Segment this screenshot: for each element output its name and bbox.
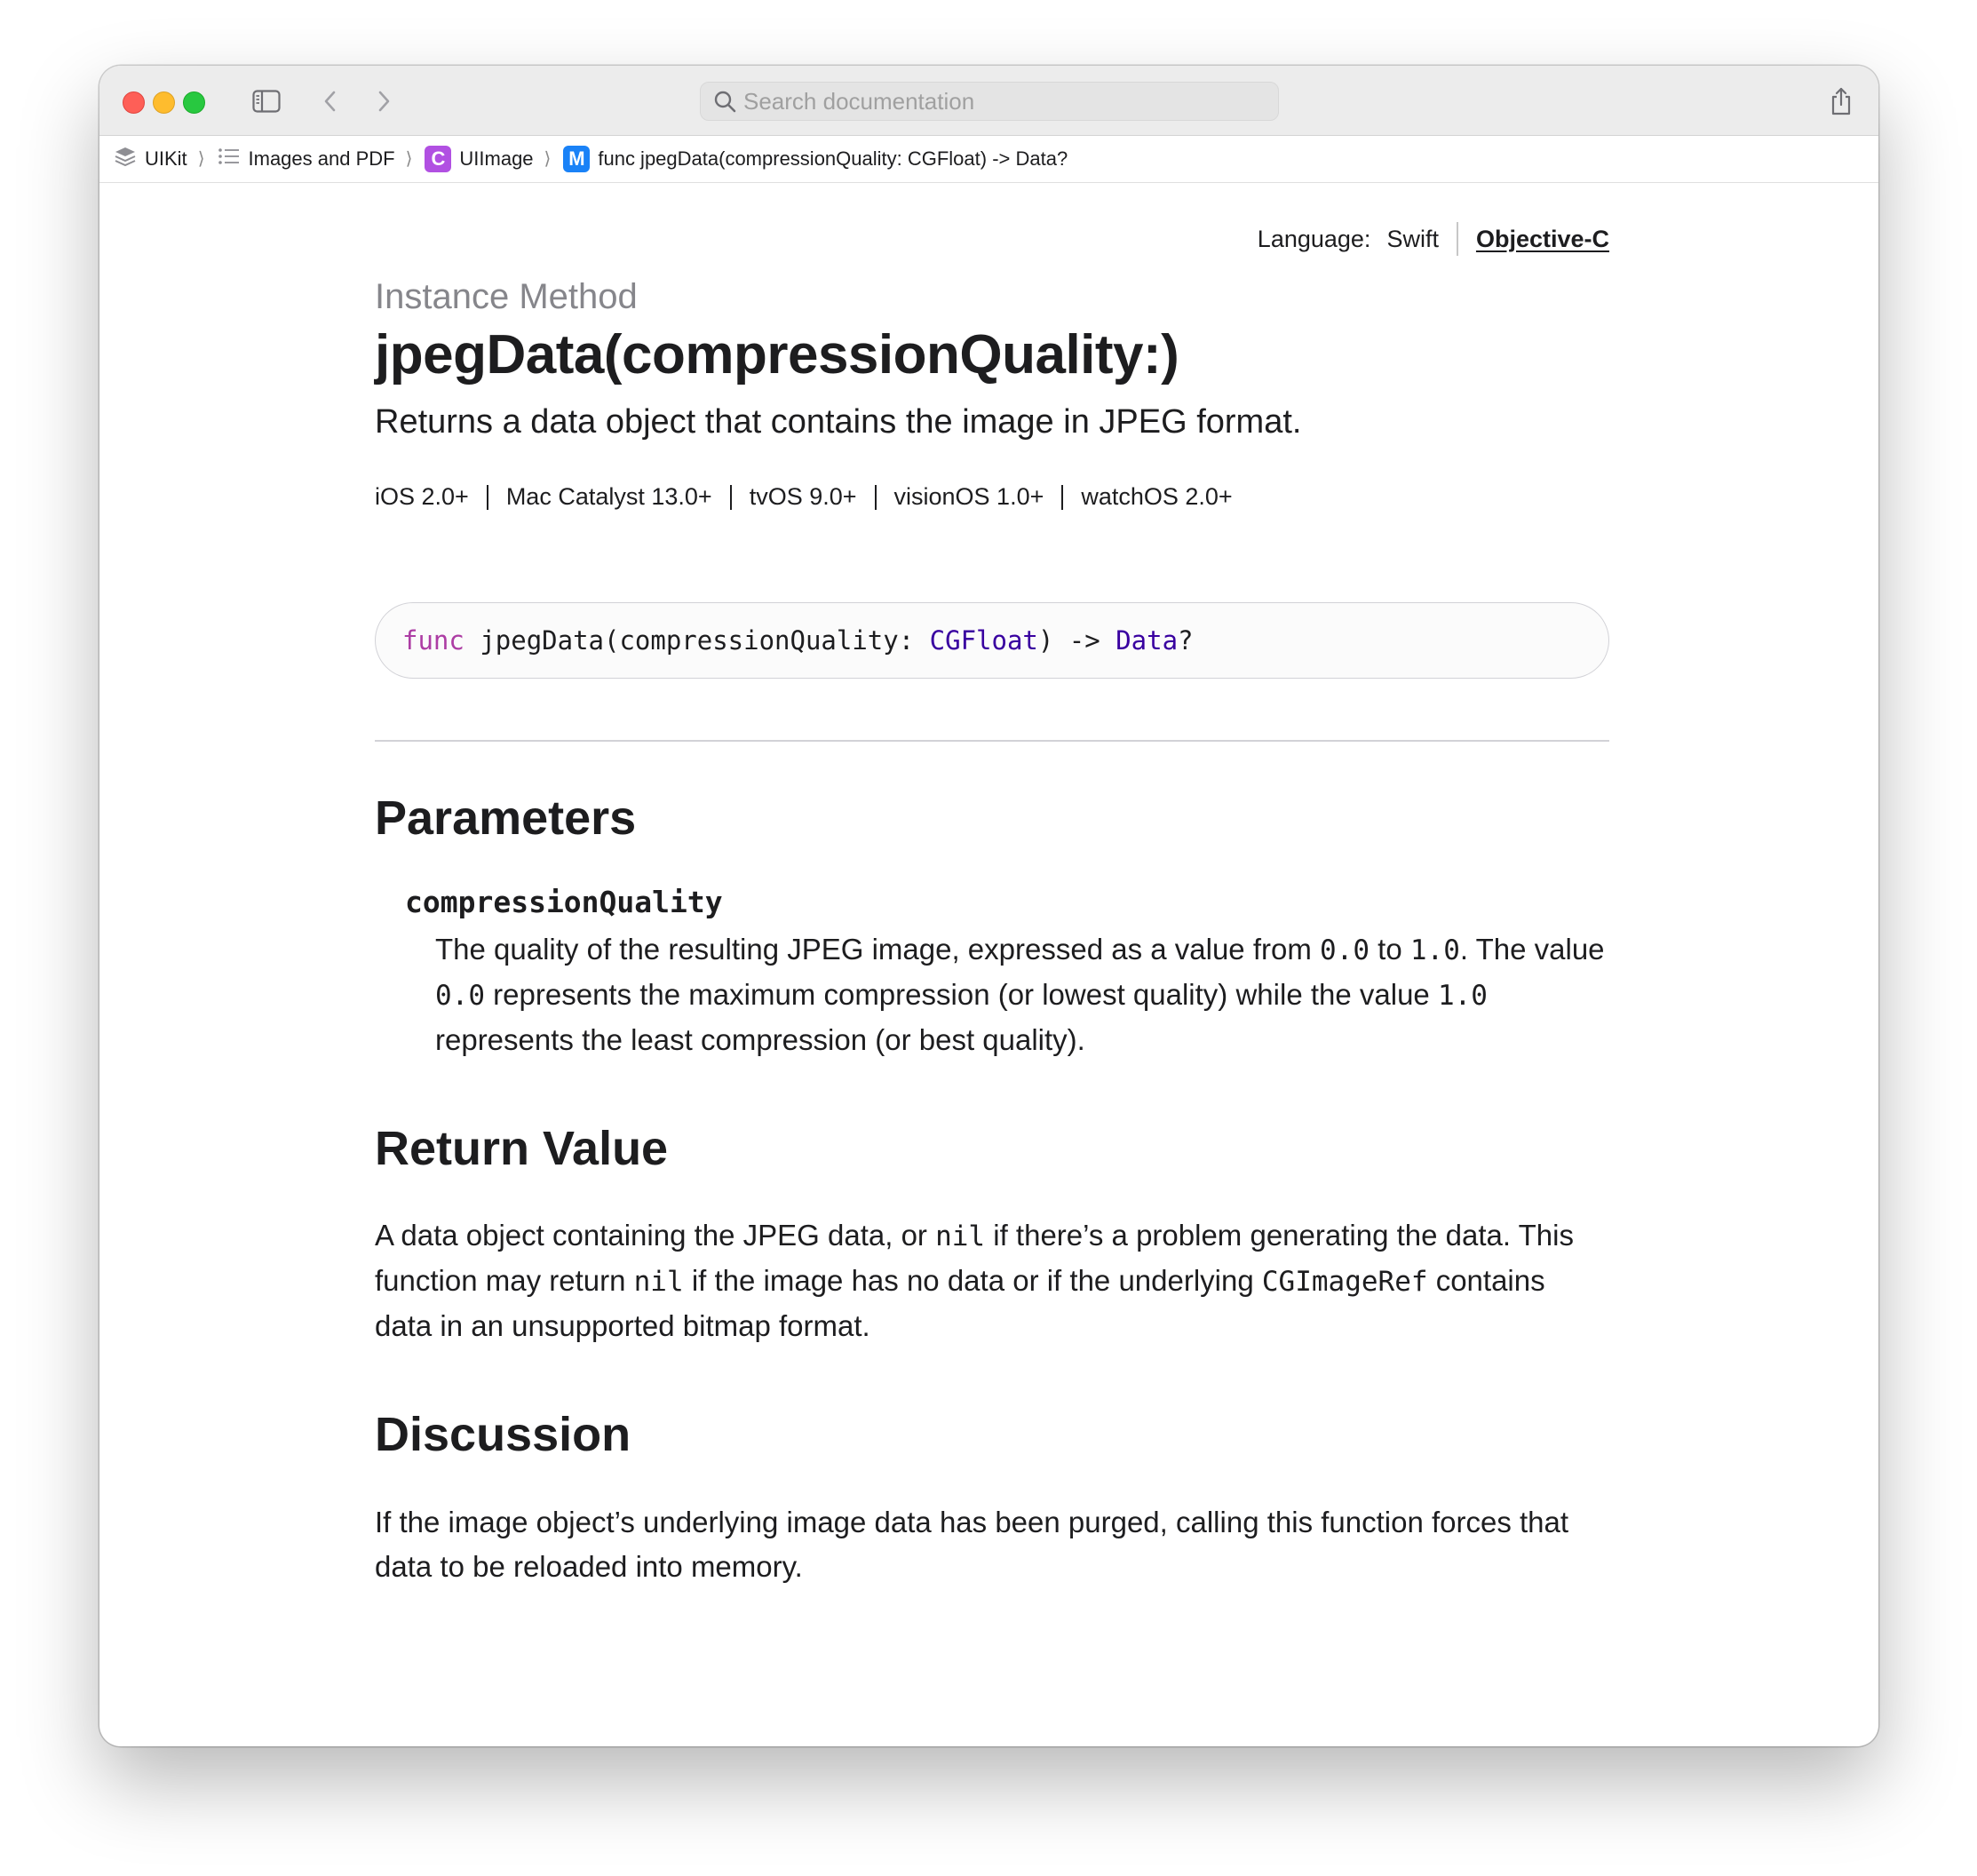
platform-watchos: watchOS 2.0+ xyxy=(1081,483,1233,510)
return-value-description xyxy=(375,1213,1574,1348)
forward-chevron-icon[interactable] xyxy=(366,83,401,119)
parameter-description xyxy=(435,927,1605,1062)
breadcrumb-label: func jpegData(compressionQuality: CGFloat) -> Data? xyxy=(598,147,1068,170)
text-line: represents the least compression (or best quality). xyxy=(435,1023,1085,1056)
breadcrumb-item-method[interactable] xyxy=(563,146,1068,172)
sidebar-toggle-icon[interactable] xyxy=(249,83,284,119)
declaration-param-type[interactable]: CGFloat xyxy=(929,625,1038,656)
text-line: data in an unsupported bitmap format. xyxy=(375,1309,870,1342)
language-option-objc[interactable]: Objective-C xyxy=(1475,225,1609,252)
titlebar xyxy=(99,66,1878,136)
declaration-keyword: func xyxy=(402,625,464,656)
chevron-right-icon: ⟩ xyxy=(197,149,205,169)
availability-list xyxy=(375,483,1233,511)
language-label: Language: xyxy=(1257,225,1371,252)
section-divider xyxy=(375,740,1609,742)
discussion-heading: Discussion xyxy=(375,1408,631,1461)
breadcrumb-item-images-and-pdf[interactable] xyxy=(218,147,395,171)
platform-visionos: visionOS 1.0+ xyxy=(893,483,1044,510)
text-line: 0.0 represents the maximum compression (or lowest quality) while the value 1.0 xyxy=(435,978,1488,1012)
breadcrumb-item-uikit[interactable] xyxy=(114,146,187,172)
parameter-name: compressionQuality xyxy=(405,885,723,919)
platform-tvos: tvOS 9.0+ xyxy=(749,483,857,510)
search-input[interactable] xyxy=(743,88,1241,115)
zoom-window-button[interactable] xyxy=(183,91,205,114)
method-badge-icon: M xyxy=(563,146,590,172)
text-line: data to be reloaded into memory. xyxy=(375,1550,803,1583)
platform-divider xyxy=(875,485,877,510)
app-window xyxy=(99,66,1878,1746)
breadcrumb xyxy=(99,135,1878,183)
declaration-return-type[interactable]: Data xyxy=(1116,625,1179,656)
text-line: If the image object’s underlying image data has been purged, calling this function forces that xyxy=(375,1506,1569,1538)
search-field[interactable] xyxy=(700,82,1279,121)
class-badge-icon: C xyxy=(425,146,451,172)
declaration-code xyxy=(375,602,1609,679)
share-icon[interactable] xyxy=(1823,83,1859,119)
page-title: jpegData(compressionQuality:) xyxy=(375,324,1179,386)
platform-divider xyxy=(487,485,488,510)
chevron-right-icon: ⟩ xyxy=(544,149,552,169)
language-option-swift[interactable]: Swift xyxy=(1386,225,1439,252)
breadcrumb-label: UIKit xyxy=(145,147,187,170)
abstract: Returns a data object that contains the image in JPEG format. xyxy=(375,403,1302,441)
language-divider xyxy=(1457,222,1458,256)
return-value-heading: Return Value xyxy=(375,1122,669,1175)
platform-ios: iOS 2.0+ xyxy=(375,483,469,510)
declaration-name: jpegData(compressionQuality: xyxy=(480,625,915,656)
discussion-description xyxy=(375,1500,1568,1589)
symbol-kind: Instance Method xyxy=(375,277,638,316)
chevron-right-icon: ⟩ xyxy=(405,149,413,169)
text-line: function may return nil if the image has no data or if the underlying CGImageRef contains xyxy=(375,1264,1545,1298)
minimize-window-button[interactable] xyxy=(153,91,175,114)
platform-divider xyxy=(730,485,732,510)
text-line: A data object containing the JPEG data, or nil if there’s a problem generating the data. This xyxy=(375,1219,1574,1252)
breadcrumb-item-uiimage[interactable] xyxy=(425,146,533,172)
breadcrumb-label: Images and PDF xyxy=(248,147,395,170)
language-switcher xyxy=(1258,222,1609,256)
declaration-optional: ? xyxy=(1178,625,1194,656)
breadcrumb-label: UIImage xyxy=(459,147,534,170)
platform-divider xyxy=(1061,485,1063,510)
list-icon xyxy=(218,147,241,171)
declaration-arrow: ) -> xyxy=(1037,625,1100,656)
parameters-heading: Parameters xyxy=(375,791,637,845)
text-line: The quality of the resulting JPEG image, expressed as a value from 0.0 to 1.0. The value xyxy=(435,933,1605,966)
platform-mac-catalyst: Mac Catalyst 13.0+ xyxy=(505,483,712,510)
search-icon xyxy=(713,90,736,113)
back-chevron-icon[interactable] xyxy=(313,83,348,119)
close-window-button[interactable] xyxy=(123,91,145,114)
stack-icon xyxy=(114,146,137,172)
